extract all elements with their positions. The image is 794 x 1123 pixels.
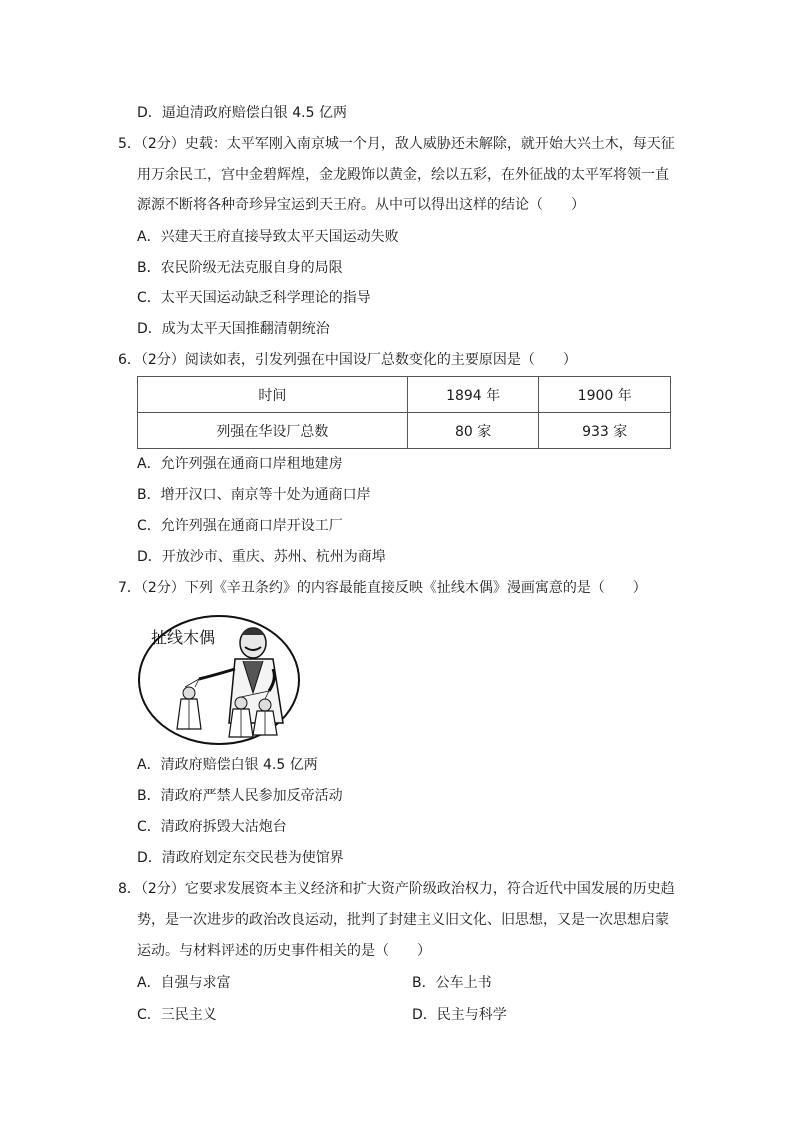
table-row <box>138 377 671 413</box>
q5-stem-line3: 源源不断将各种奇珍异宝运到天王府。从中可以得出这样的结论（ ） <box>137 197 585 213</box>
q7-stem: 7．（2分）下列《辛丑条约》的内容最能直接反映《扯线木偶》漫画寓意的是（ ） <box>118 580 647 596</box>
q6-option-c[interactable]: C．允许列强在通商口岸开设工厂 <box>137 518 343 534</box>
q8-option-b[interactable]: B．公车上书 <box>412 975 492 991</box>
q6-option-d[interactable]: D．开放沙市、重庆、苏州、杭州为商埠 <box>137 549 386 565</box>
table-header-1900: 1900 年 <box>539 377 671 413</box>
table-row <box>138 413 671 449</box>
puppet-cartoon-image <box>137 613 301 747</box>
q8-stem-line3: 运动。与材料评述的历史事件相关的是（ ） <box>137 943 431 959</box>
q5-stem-line2: 用万余民工，宫中金碧辉煌，金龙殿饰以黄金，绘以五彩，在外征战的太平军将领一直 <box>137 167 669 183</box>
q8-option-a[interactable]: A．自强与求富 <box>137 975 231 991</box>
q5-option-b[interactable]: B．农民阶级无法克服自身的局限 <box>137 260 343 276</box>
table-cell-label: 列强在华设厂总数 <box>138 413 408 449</box>
q8-option-c[interactable]: C．三民主义 <box>137 1007 217 1023</box>
q5-option-a[interactable]: A．兴建天王府直接导致太平天国运动失败 <box>137 229 399 245</box>
table-cell-1894-value: 80 家 <box>407 413 539 449</box>
q6-stem: 6．（2分）阅读如表，引发列强在中国设厂总数变化的主要原因是（ ） <box>118 352 577 368</box>
q8-stem-line2: 势，是一次进步的政治改良运动，批判了封建主义旧文化、旧思想，又是一次思想启蒙 <box>137 912 669 928</box>
q5-option-d[interactable]: D．成为太平天国推翻清朝统治 <box>137 321 330 337</box>
table-cell-1900-value: 933 家 <box>539 413 671 449</box>
q7-option-a[interactable]: A．清政府赔偿白银 4.5 亿两 <box>137 757 318 773</box>
q6-factory-table <box>137 376 671 449</box>
q7-option-d[interactable]: D．清政府划定东交民巷为使馆界 <box>137 850 344 866</box>
q8-option-d[interactable]: D．民主与科学 <box>412 1007 507 1023</box>
prev-question-option-d: D．逼迫清政府赔偿白银 4.5 亿两 <box>137 105 347 121</box>
q6-option-b[interactable]: B．增开汉口、南京等十处为通商口岸 <box>137 487 371 503</box>
q5-stem-line1: 5．（2分）史载：太平军刚入南京城一个月，敌人威胁还未解除，就开始大兴土木，每天征 <box>118 136 675 152</box>
cartoon-caption: 扯线木偶 <box>151 628 216 647</box>
q8-stem-line1: 8．（2分）它要求发展资本主义经济和扩大资产阶级政治权力，符合近代中国发展的历史趋 <box>118 881 675 897</box>
q7-option-c[interactable]: C．清政府拆毁大沽炮台 <box>137 819 287 835</box>
table-header-1894: 1894 年 <box>407 377 539 413</box>
q6-option-a[interactable]: A．允许列强在通商口岸租地建房 <box>137 456 343 472</box>
q5-option-c[interactable]: C．太平天国运动缺乏科学理论的指导 <box>137 290 371 306</box>
q7-option-b[interactable]: B．清政府严禁人民参加反帝活动 <box>137 788 343 804</box>
table-header-time: 时间 <box>138 377 408 413</box>
